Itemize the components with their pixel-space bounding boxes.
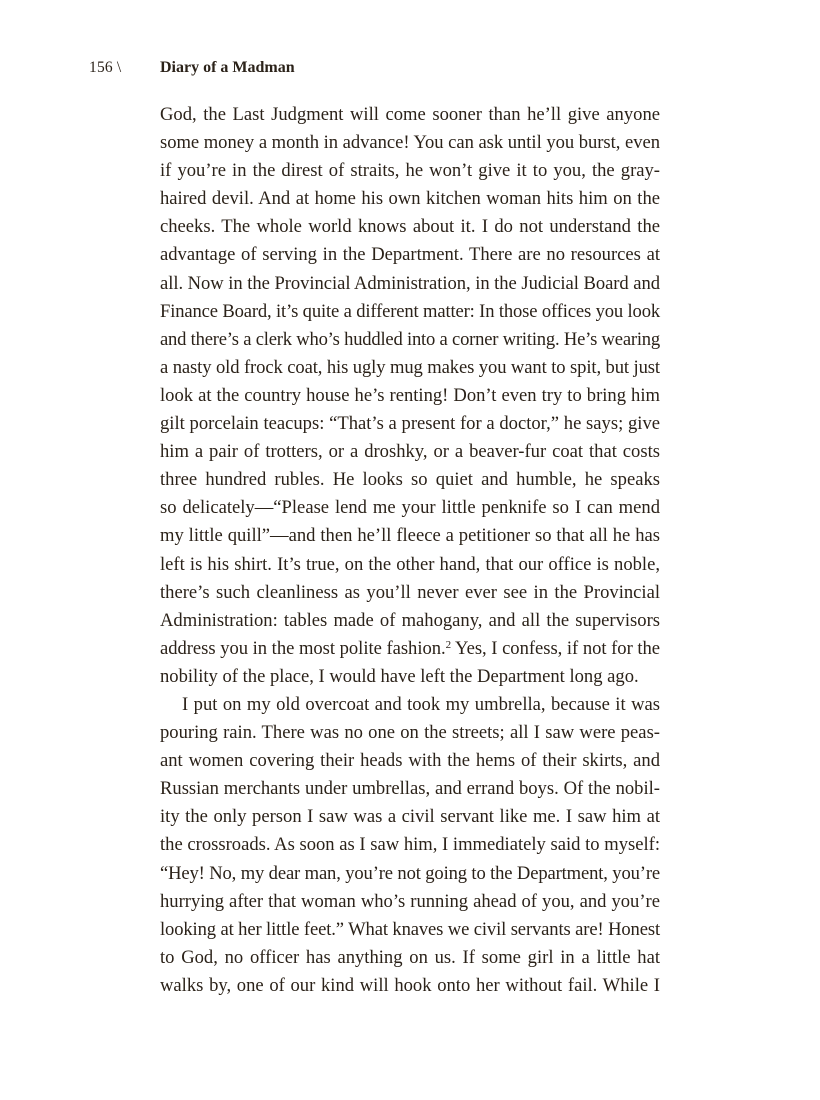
text-line: I put on my old overcoat and took my umbrella, because it was [182,693,660,715]
text-line: Finance Board, it’s quite a different matter: In those offices you look [160,300,660,322]
text-line: three hundred rubles. He looks so quiet and humble, he speaks [160,469,660,491]
text-line: pouring rain. There was no one on the streets; all I saw were peas- [160,722,660,744]
text-line: looking at her little feet.” What knaves we civil servants are! Honest [160,918,660,940]
text-line: nobility of the place, I would have left the Department long ago. [160,665,639,687]
text-line: walks by, one of our kind will hook onto her without fail. While I [160,974,660,996]
text-line: hurrying after that woman who’s running ahead of you, and you’re [160,890,660,912]
text-line: a nasty old frock coat, his ugly mug makes you want to spit, but just [160,356,660,378]
text-line: advantage of serving in the Department. There are no resources at [160,244,660,266]
text-line: ity the only person I saw was a civil servant like me. I saw him at [160,806,660,828]
text-line: and there’s a clerk who’s huddled into a corner writing. He’s wearing [160,328,660,350]
text-line: so delicately—“Please lend me your little penknife so I can mend [160,497,660,519]
text-line: the crossroads. As soon as I saw him, I immediately said to myself: [160,834,660,856]
text-line: “Hey! No, my dear man, you’re not going to the Department, you’re [160,862,660,884]
text-line: to God, no officer has anything on us. If some girl in a little hat [160,946,660,968]
text-line: there’s such cleanliness as you’ll never ever see in the Provincial [160,581,660,603]
text-line: ant women covering their heads with the hems of their skirts, and [160,750,660,772]
text-line-with-footnote [160,635,660,663]
text-line: look at the country house he’s renting! Don’t even try to bring him [160,384,660,406]
text-line: Russian merchants under umbrellas, and errand boys. Of the nobil- [160,778,660,800]
text-line: some money a month in advance! You can ask until you burst, even [160,132,660,154]
text-line: my little quill”—and then he’ll fleece a petitioner so that all he has [160,525,660,547]
text-line: left is his shirt. It’s true, on the other hand, that our office is noble, [160,553,660,575]
body-text [160,101,660,1000]
text-line: him a pair of trotters, or a droshky, or a beaver-fur coat that costs [160,441,660,463]
text-line: gilt porcelain teacups: “That’s a present for a doctor,” he says; give [160,413,660,435]
text-line: all. Now in the Provincial Administration, in the Judicial Board and [160,272,661,294]
text-line: haired devil. And at home his own kitchen woman hits him on the [160,188,660,210]
text-line: Administration: tables made of mahogany, and all the supervisors [160,609,660,631]
text-line: God, the Last Judgment will come sooner than he’ll give anyone [160,104,660,125]
paragraph [160,691,660,1000]
page-number: 156 \ [89,59,122,76]
footnote-reference[interactable]: 2 [445,638,452,651]
paragraph [160,101,660,691]
running-title: Diary of a Madman [160,59,295,76]
text-line: if you’re in the direst of straits, he won’t give it to you, the gray- [160,160,660,182]
text-segment: Yes, I confess, if not for the [451,637,661,659]
text-line: cheeks. The whole world knows about it. I do not understand the [160,216,660,238]
text-segment: address you in the most polite fashion. [160,637,446,659]
